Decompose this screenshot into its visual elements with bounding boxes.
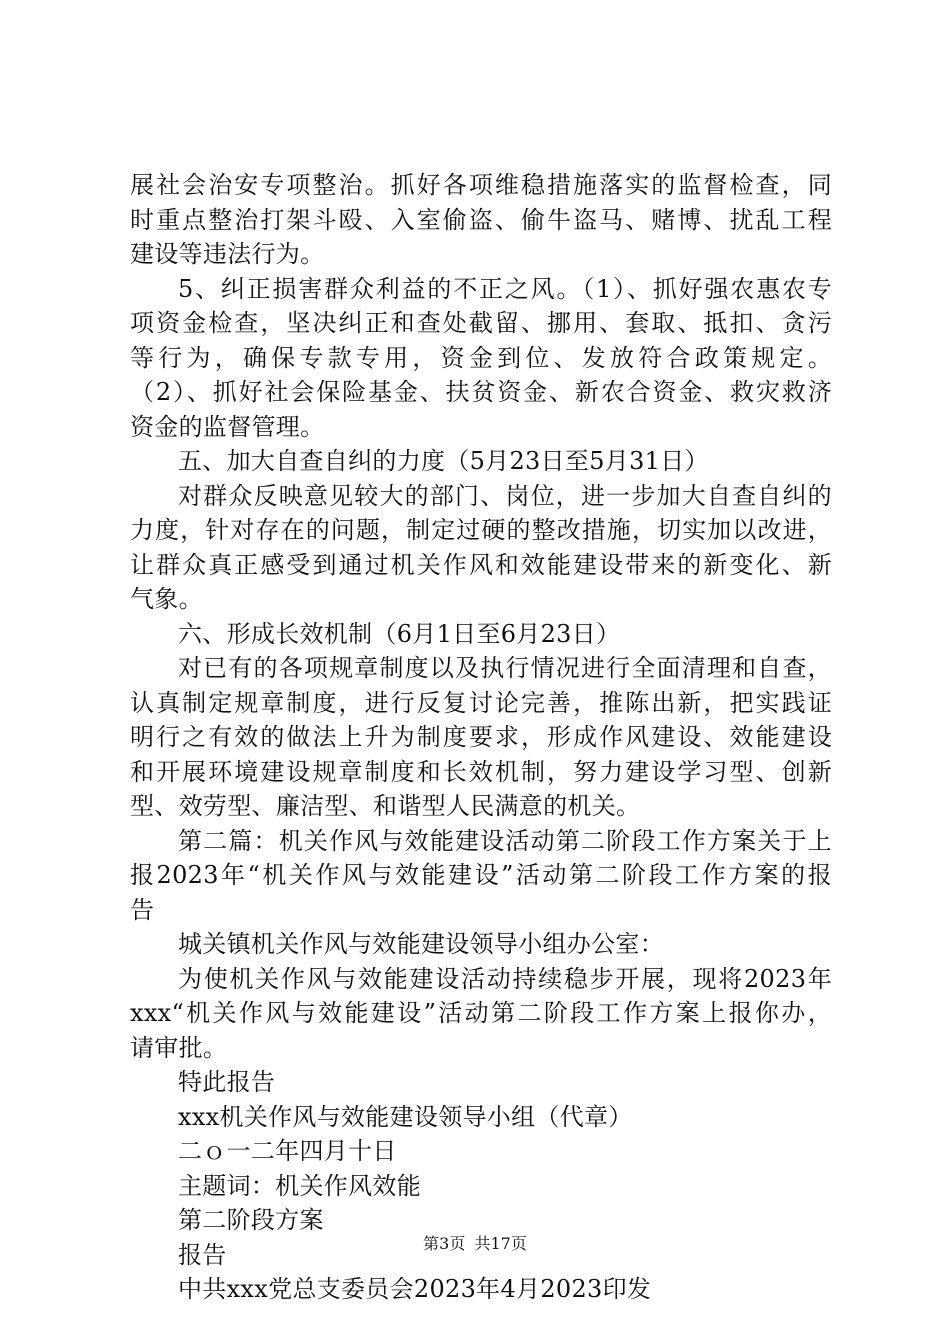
text-line: 请审批。 xyxy=(130,1033,228,1062)
text-line: 报告 xyxy=(178,1240,227,1269)
issuer-line: 中共xxx党总支委员会2023年4月2023印发 xyxy=(178,1275,652,1303)
text-line: 项资金检查，坚决纠正和查处截留、挪用、套取、抵扣、贪污 xyxy=(130,309,832,337)
text-line: 5、纠正损害群众利益的不正之风。（1）、抓好强农惠农专 xyxy=(178,274,832,303)
text-line: 型、效劳型、廉洁型、和谐型人民满意的机关。 xyxy=(130,792,641,820)
text-line: 时重点整治打架斗殴、入室偷盗、偷牛盗马、赌博、扰乱工程 xyxy=(130,205,832,234)
recipient-line: 城关镇机关作风与效能建设领导小组办公室： xyxy=(178,930,664,958)
text-line: xxx“机关作风与效能建设”活动第二阶段工作方案上报你办， xyxy=(130,999,832,1027)
text-line: 明行之有效的做法上升为制度要求，形成作风建设、效能建设 xyxy=(130,723,832,751)
keywords-line: 主题词：机关作风效能 xyxy=(178,1171,421,1200)
text-line: 资金的监督管理。 xyxy=(130,412,325,441)
text-line: 认真制定规章制度，进行反复讨论完善，推陈出新，把实践证 xyxy=(130,688,832,717)
chapter-title: 报2023年“机关作风与效能建设”活动第二阶段工作方案的报 xyxy=(130,861,832,889)
text-line: 和开展环境建设规章制度和长效机制，努力建设学习型、创新 xyxy=(130,757,832,786)
document-body xyxy=(130,168,832,1307)
text-line: 对群众反映意见较大的部门、岗位，进一步加大自查自纠的 xyxy=(178,481,832,510)
page-total: 共17页 xyxy=(474,1234,527,1253)
text-line: 气象。 xyxy=(130,585,203,613)
chapter-title: 告 xyxy=(130,895,155,924)
page-number: 第3页 xyxy=(423,1234,466,1253)
section-heading: 六、形成长效机制（6月1日至6月23日） xyxy=(178,619,621,648)
signature-line: xxx机关作风与效能建设领导小组（代章） xyxy=(178,1102,633,1131)
closing-line: 特此报告 xyxy=(178,1068,276,1096)
section-heading: 五、加大自查自纠的力度（5月23日至5月31日） xyxy=(178,447,709,475)
text-line: 第二阶段方案 xyxy=(178,1206,324,1234)
text-line: 等行为，确保专款专用，资金到位、发放符合政策规定。 xyxy=(130,343,832,372)
date-line: 二ｏ一二年四月十日 xyxy=(178,1137,397,1165)
page-footer xyxy=(0,1234,950,1254)
text-line: 力度，针对存在的问题，制定过硬的整改措施，切实加以改进， xyxy=(130,516,832,544)
text-line: （2）、抓好社会保险基金、扶贫资金、新农合资金、救灾救济 xyxy=(130,378,832,406)
text-line: 展社会治安专项整治。抓好各项维稳措施落实的监督检查，同 xyxy=(130,171,832,199)
text-line: 对已有的各项规章制度以及执行情况进行全面清理和自查， xyxy=(178,654,832,682)
text-line: 为使机关作风与效能建设活动持续稳步开展，现将2023年 xyxy=(178,964,832,993)
text-line: 建设等违法行为。 xyxy=(130,240,325,268)
text-line: 让群众真正感受到通过机关作风和效能建设带来的新变化、新 xyxy=(130,550,832,579)
chapter-title: 第二篇：机关作风与效能建设活动第二阶段工作方案关于上 xyxy=(178,826,832,855)
